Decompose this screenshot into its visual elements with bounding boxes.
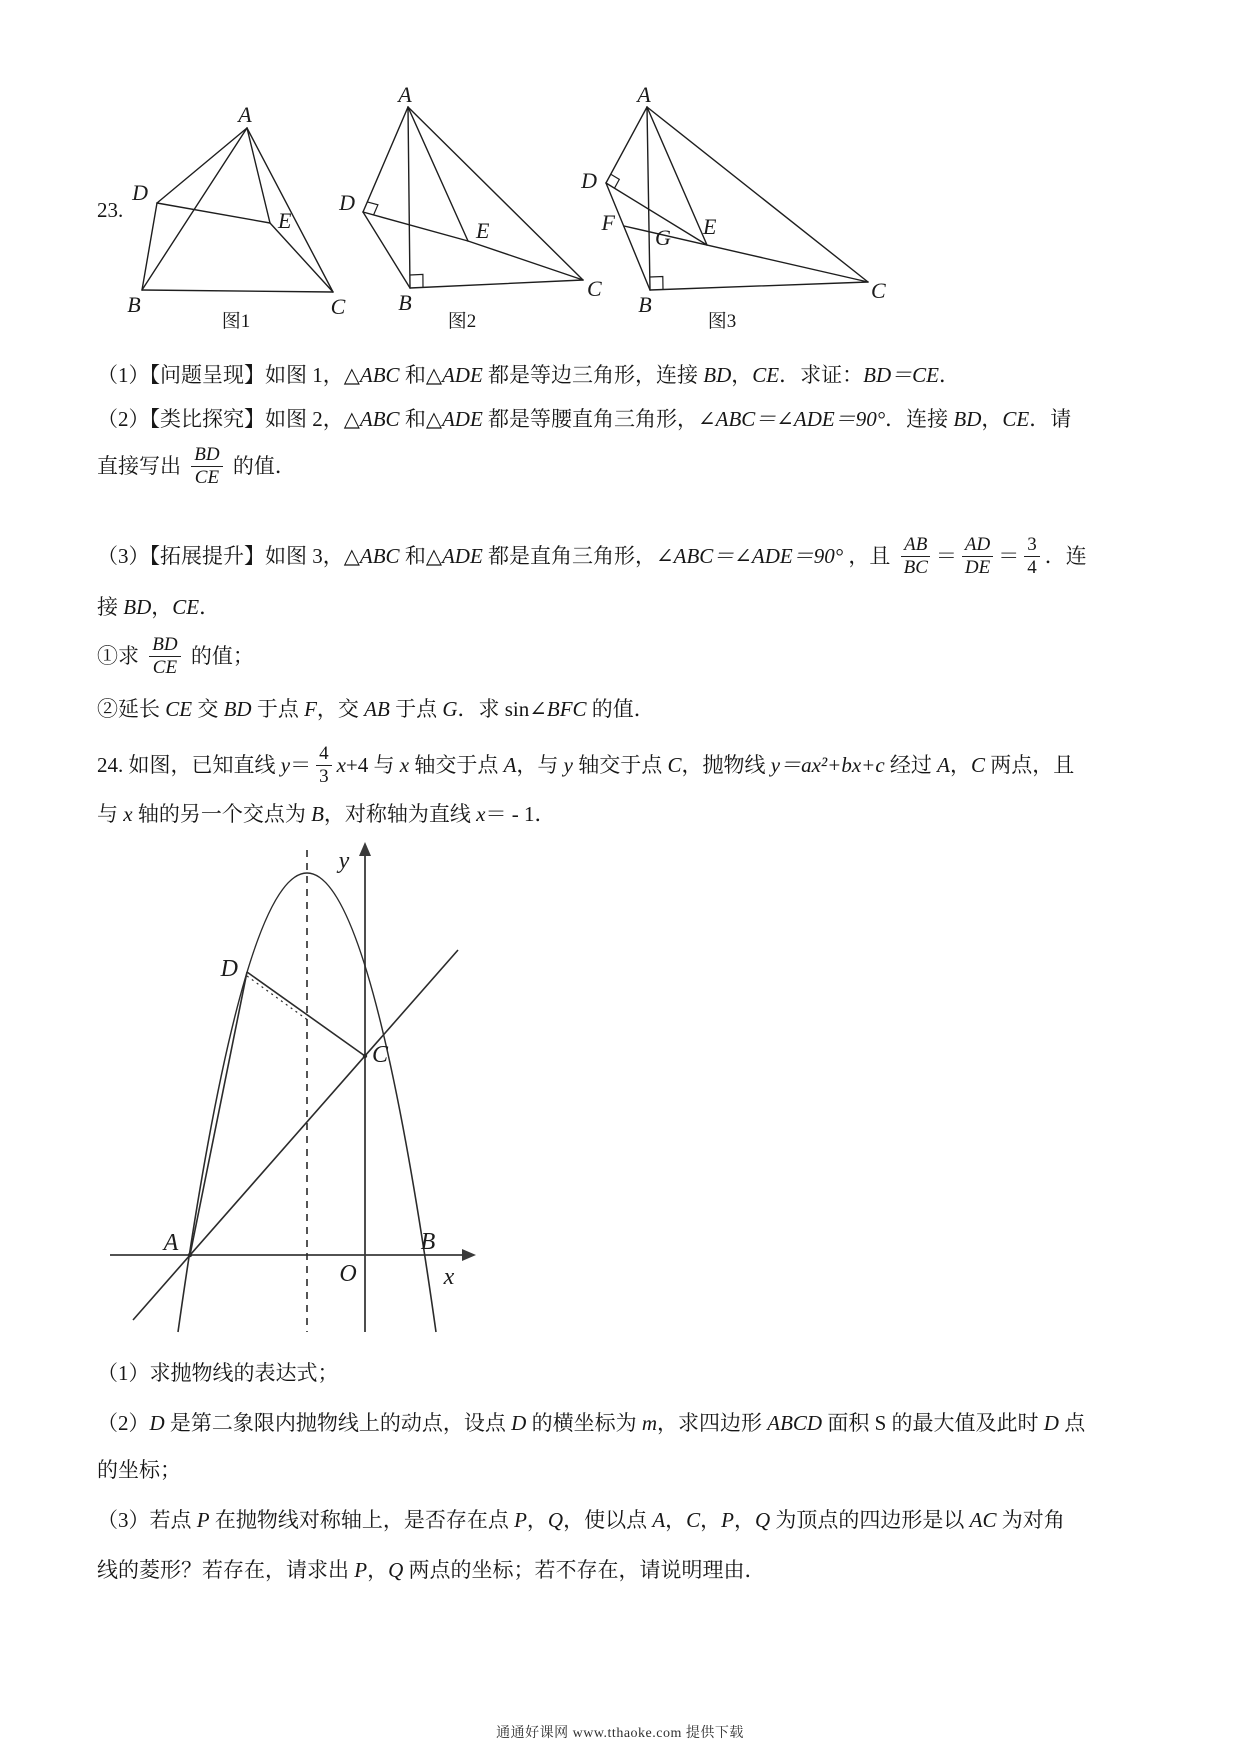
fig2-caption: 图2: [447, 311, 477, 332]
segment-dc: [247, 972, 365, 1056]
fig3-caption: 图3: [707, 311, 737, 332]
q24-part3-cont: 线的菱形？若存在，请求出 P ， Q 两点的坐标；若不存在，请说明理由．: [97, 1557, 766, 1582]
q24-part1: （1）求抛物线的表达式；: [97, 1360, 339, 1385]
figure1-drawing: [118, 95, 350, 330]
x-axis-arrow: [462, 1249, 476, 1261]
q24-part2-cont: 的坐标；: [97, 1457, 181, 1482]
fig1-label-d: D: [132, 180, 148, 205]
fig2-lines: [363, 107, 583, 288]
q23-sub1: ①求 $\frac{BD}{CE}$ 的值；: [97, 634, 254, 678]
fig3-label-g: G: [655, 225, 671, 250]
site-footer: 通通好课网 www.tthaoke.com 提供下载: [496, 1726, 744, 1741]
graph-axes: [110, 842, 476, 1332]
fig1-label-e: E: [278, 208, 292, 233]
fig2-label-c: C: [587, 276, 602, 301]
q23-sub2: ②延长 CE 交 BD 于点 F ，交 AB 于点 G ．求 sin ∠BFC 的值．: [97, 696, 655, 721]
graph-label-c: C: [372, 1042, 389, 1068]
fig3-lines: [606, 107, 868, 290]
fig2-right-angle-marks: [367, 202, 423, 288]
fig3-label-c: C: [871, 278, 886, 303]
fig2-label-a: A: [398, 82, 412, 107]
figure2-drawing: [339, 82, 602, 330]
q24-intro2: 与 x 轴的另一个交点为 B ，对称轴为直线 x ＝ - 1．: [97, 801, 556, 826]
q23-part3-cont: 接 BD ， CE ．: [97, 594, 221, 619]
fig3-label-d: D: [581, 168, 597, 193]
graph-lines: [133, 950, 458, 1320]
fig3-label-e: E: [703, 214, 717, 239]
graph-label-y-axis: y: [338, 848, 350, 874]
construction-dotted-line: [247, 976, 309, 1021]
q24-intro1: 24. 如图，已知直线 y ＝ $\frac{4}{3}$ x +4 与 x 轴交于点 A ，与 y 轴交于点 C ，抛物线 y＝ax²+bx+c 经过 A ， C 两点，且: [97, 743, 1075, 787]
graph-label-x-axis: x: [443, 1264, 455, 1290]
y-axis-arrow: [359, 842, 371, 856]
figure3-drawing: [575, 82, 890, 330]
q23-part1: （1）【问题呈现】如图 1， △ABC 和 △ADE 都是等边三角形，连接 BD ， CE ．求证： BD＝CE ．: [97, 362, 960, 387]
q23-part2: （2）【类比探究】如图 2， △ABC 和 △ADE 都是等腰直角三角形， ∠ABC＝∠ADE＝90° ．连接 BD ， CE ．请: [97, 406, 1072, 431]
q24-part3: （3）若点 P 在抛物线对称轴上，是否存在点 P ， Q ，使以点 A ， C ， P ， Q 为顶点的四边形是以 AC 为对角: [97, 1507, 1065, 1532]
fig2-label-d: D: [339, 190, 355, 215]
graph-label-a: A: [163, 1230, 179, 1256]
q24-graph: [100, 840, 480, 1340]
q24-part2: （2） D 是第二象限内抛物线上的动点，设点 D 的横坐标为 m ，求四边形 ABCD 面积 S 的最大值及此时 D 点: [97, 1410, 1086, 1435]
fig2-label-e: E: [476, 218, 490, 243]
fig3-label-f: F: [601, 210, 615, 235]
fig1-label-b: B: [127, 292, 141, 317]
fig1-label-a: A: [238, 102, 252, 127]
fig3-label-b: B: [638, 292, 652, 317]
point-a-dot: [188, 1253, 192, 1257]
fig1-label-c: C: [330, 294, 346, 319]
q23-part2-cont: 直接写出 $\frac{BD}{CE}$ 的值．: [97, 444, 296, 488]
fig1-caption: 图1: [221, 311, 251, 332]
fig3-label-a: A: [637, 82, 651, 107]
fig2-label-b: B: [398, 290, 412, 315]
q23-part3: （3）【拓展提升】如图 3， △ABC 和 △ADE 都是直角三角形， ∠ABC＝∠ADE＝90° ，且 $\frac{AB}{BC}$ ＝ $\frac{AD}{DE}$ ＝ $\frac{3}{4}$ ．连: [97, 534, 1087, 578]
point-c-dot: [363, 1054, 367, 1058]
fig1-lines: [142, 128, 333, 292]
graph-label-b: B: [420, 1229, 436, 1255]
graph-label-d: D: [220, 956, 238, 982]
q23-number: 23.: [97, 198, 124, 222]
segment-ad: [190, 972, 247, 1255]
line-ac: [133, 950, 458, 1320]
graph-label-origin: O: [339, 1261, 357, 1287]
